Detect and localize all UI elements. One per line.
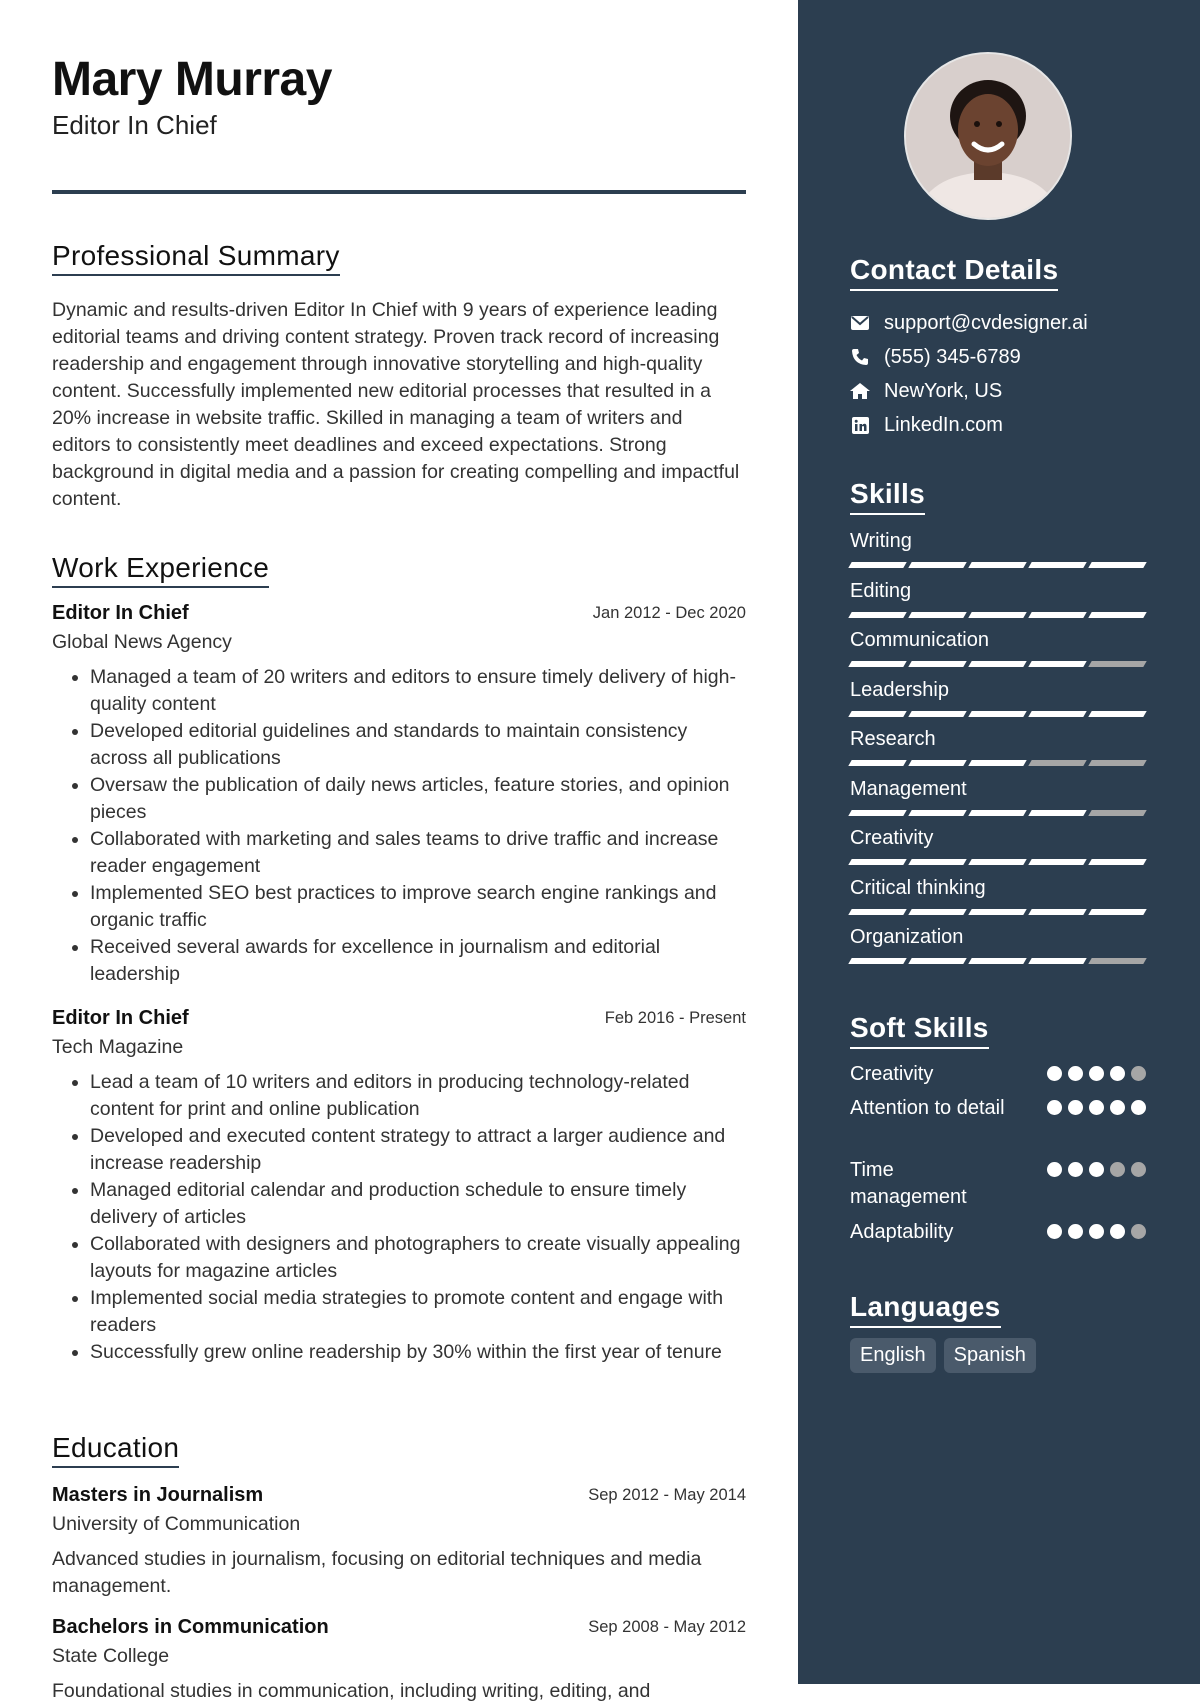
job-bullet: • Managed editorial calendar and production schedule to ensure timely delivery of articles (90, 1177, 746, 1231)
job-bullet: • Collaborated with marketing and sales teams to drive traffic and increase reader engagement (90, 826, 746, 880)
job-org: Global News Agency (52, 631, 232, 653)
phone-icon (850, 347, 870, 367)
work-heading: Work Experience (52, 552, 269, 588)
rating-dot (1047, 1224, 1062, 1239)
skill-item (850, 677, 1146, 717)
skill-level-segment (968, 958, 1026, 964)
skill-level-bar (850, 562, 1146, 568)
rating-dot (1068, 1066, 1083, 1081)
skill-level-bar (850, 859, 1146, 865)
skill-level-segment (968, 661, 1026, 667)
skill-level-segment (908, 711, 966, 717)
skill-item (850, 627, 1146, 667)
skill-item (850, 924, 1146, 964)
rating-dot (1131, 1066, 1146, 1081)
skill-item (850, 726, 1146, 766)
skill-level-segment (1088, 810, 1146, 816)
skill-item (850, 528, 1146, 568)
skill-name: Research (850, 728, 936, 750)
rating-dot (1047, 1100, 1062, 1115)
skill-level-segment (1088, 909, 1146, 915)
skill-level-segment (848, 810, 906, 816)
job-bullet: • Developed editorial guidelines and standards to maintain consistency across all publications (90, 718, 746, 772)
soft-skill-row (850, 1061, 1146, 1088)
skill-level-segment (968, 810, 1026, 816)
skill-item (850, 875, 1146, 915)
school-name: State College (52, 1645, 170, 1667)
rating-dot (1131, 1224, 1146, 1239)
skill-level-segment (848, 711, 906, 717)
job-entry (52, 602, 746, 988)
linkedin-icon (850, 415, 870, 435)
rating-dot (1110, 1100, 1125, 1115)
skill-level-segment (1028, 612, 1086, 618)
rating-dot (1089, 1100, 1104, 1115)
skill-level-segment (908, 760, 966, 766)
candidate-title: Editor In Chief (52, 110, 217, 140)
skill-level-bar (850, 711, 1146, 717)
education-heading: Education (52, 1432, 179, 1468)
skill-level-segment (1028, 661, 1086, 667)
contact-list (850, 306, 1150, 442)
job-bullets (52, 1069, 746, 1366)
skill-level-segment (1088, 612, 1146, 618)
skill-name: Management (850, 778, 967, 800)
skill-level-segment (1028, 760, 1086, 766)
skill-level-segment (908, 661, 966, 667)
soft-skill-rating (1047, 1066, 1146, 1081)
job-bullet: • Oversaw the publication of daily news articles, feature stories, and opinion pieces (90, 772, 746, 826)
contact-phone[interactable] (850, 340, 1150, 374)
skill-level-segment (908, 958, 966, 964)
contact-linkedin-text: LinkedIn.com (884, 413, 1003, 436)
skill-level-bar (850, 760, 1146, 766)
skill-level-segment (908, 810, 966, 816)
skill-name: Critical thinking (850, 877, 986, 899)
skill-name: Creativity (850, 827, 934, 849)
rating-dot (1131, 1100, 1146, 1115)
rating-dot (1131, 1162, 1146, 1177)
degree-name: Masters in Journalism (52, 1484, 264, 1506)
job-entry (52, 1007, 746, 1366)
language-tag: English (850, 1338, 936, 1373)
skill-level-bar (850, 612, 1146, 618)
skill-level-segment (908, 859, 966, 865)
skill-name: Organization (850, 926, 964, 948)
skill-level-bar (850, 661, 1146, 667)
skill-name: Communication (850, 629, 989, 651)
soft-skill-name: Adaptability (850, 1221, 954, 1243)
job-bullet: • Successfully grew online readership by 30% within the first year of tenure (90, 1339, 746, 1366)
contact-location-text: NewYork, US (884, 379, 1003, 402)
education-dates: Sep 2008 - May 2012 (588, 1618, 746, 1636)
skill-level-segment (848, 562, 906, 568)
job-bullet: • Collaborated with designers and photographers to create visually appealing layouts for magazine articles (90, 1231, 746, 1285)
home-icon (850, 381, 870, 401)
school-name: University of Communication (52, 1513, 301, 1535)
skill-level-segment (908, 612, 966, 618)
job-org: Tech Magazine (52, 1036, 184, 1058)
job-bullet: • Lead a team of 10 writers and editors in producing technology-related content for print and online publication (90, 1069, 746, 1123)
job-bullet: • Managed a team of 20 writers and editors to ensure timely delivery of high-quality content (90, 664, 746, 718)
education-entry (52, 1616, 746, 1705)
skill-level-segment (848, 909, 906, 915)
education-description: Foundational studies in communication, including writing, editing, and (52, 1680, 651, 1702)
skill-level-segment (848, 859, 906, 865)
skill-level-bar (850, 958, 1146, 964)
rating-dot (1110, 1066, 1125, 1081)
skill-level-segment (848, 958, 906, 964)
soft-skill-rating (1047, 1162, 1146, 1177)
summary-heading: Professional Summary (52, 240, 340, 276)
job-bullets (52, 664, 746, 988)
job-dates: Feb 2016 - Present (604, 1009, 746, 1027)
soft-skill-rating (1047, 1100, 1146, 1115)
skill-level-segment (1028, 711, 1086, 717)
skill-level-segment (968, 859, 1026, 865)
envelope-icon (850, 313, 870, 333)
header-divider (52, 190, 746, 194)
education-entry (52, 1484, 746, 1600)
rating-dot (1068, 1224, 1083, 1239)
job-role: Editor In Chief (52, 1007, 189, 1029)
contact-linkedin[interactable] (850, 408, 1150, 442)
skill-level-segment (848, 760, 906, 766)
degree-name: Bachelors in Communication (52, 1616, 329, 1638)
skill-level-segment (1028, 562, 1086, 568)
skill-level-bar (850, 810, 1146, 816)
skill-item (850, 578, 1146, 618)
skill-level-segment (1088, 760, 1146, 766)
contact-phone-text: (555) 345-6789 (884, 345, 1021, 368)
rating-dot (1068, 1162, 1083, 1177)
skill-name: Writing (850, 530, 912, 552)
skill-level-segment (968, 909, 1026, 915)
skill-level-segment (1028, 810, 1086, 816)
skill-level-segment (968, 612, 1026, 618)
contact-email-text: support@cvdesigner.ai (884, 311, 1088, 334)
skill-level-segment (1088, 562, 1146, 568)
skill-level-segment (1088, 859, 1146, 865)
sidebar (798, 0, 1200, 1684)
summary-text: Dynamic and results-driven Editor In Chief with 9 years of experience leading editorial teams and driving content strategy. Proven track record of increasing readership and engagement through innovative storytelling and high-quality content. Successfully implemented new editorial processes that resulted in a 20% increase in website traffic. Skilled in managing a team of writers and editors to consistently meet deadlines and exceed expectations. Strong background in digital media and a passion for creating compelling and impactful content. (52, 299, 740, 510)
job-bullet: • Implemented SEO best practices to improve search engine rankings and organic traffic (90, 880, 746, 934)
education-dates: Sep 2012 - May 2014 (588, 1486, 746, 1504)
languages-heading: Languages (850, 1291, 1001, 1328)
skill-level-segment (968, 562, 1026, 568)
contact-email[interactable] (850, 306, 1150, 340)
skill-level-segment (1028, 859, 1086, 865)
rating-dot (1110, 1224, 1125, 1239)
skill-item (850, 825, 1146, 865)
skill-level-segment (1088, 711, 1146, 717)
skill-level-segment (968, 760, 1026, 766)
soft-skill-row (850, 1095, 1146, 1122)
skill-level-segment (848, 661, 906, 667)
soft-skills-heading: Soft Skills (850, 1012, 989, 1049)
rating-dot (1047, 1066, 1062, 1081)
soft-skill-row (850, 1157, 1146, 1211)
soft-skill-rating (1047, 1224, 1146, 1239)
skill-level-segment (968, 711, 1026, 717)
language-tag: Spanish (944, 1338, 1036, 1373)
rating-dot (1110, 1162, 1125, 1177)
education-description: Advanced studies in journalism, focusing on editorial techniques and media management. (52, 1548, 702, 1597)
soft-skill-name: Time management (850, 1159, 967, 1208)
job-bullet: • Developed and executed content strategy to attract a larger audience and increase readership (90, 1123, 746, 1177)
skill-level-bar (850, 909, 1146, 915)
rating-dot (1089, 1066, 1104, 1081)
rating-dot (1089, 1224, 1104, 1239)
skill-level-segment (1028, 958, 1086, 964)
skill-level-segment (1088, 661, 1146, 667)
skill-level-segment (1088, 958, 1146, 964)
job-bullet: • Received several awards for excellence in journalism and editorial leadership (90, 934, 746, 988)
soft-skill-name: Creativity (850, 1063, 934, 1085)
skill-level-segment (848, 612, 906, 618)
rating-dot (1089, 1162, 1104, 1177)
skill-level-segment (908, 562, 966, 568)
skill-level-segment (908, 909, 966, 915)
job-bullet: • Implemented social media strategies to promote content and engage with readers (90, 1285, 746, 1339)
profile-photo-illustration (906, 54, 1070, 218)
soft-skill-row (850, 1219, 1146, 1246)
skill-name: Leadership (850, 679, 949, 701)
rating-dot (1047, 1162, 1062, 1177)
contact-location (850, 374, 1150, 408)
skill-level-segment (1028, 909, 1086, 915)
profile-photo (904, 52, 1072, 220)
skill-name: Editing (850, 580, 912, 602)
soft-skill-name: Attention to detail (850, 1097, 1005, 1119)
rating-dot (1068, 1100, 1083, 1115)
skills-heading: Skills (850, 478, 925, 515)
skill-item (850, 776, 1146, 816)
languages-list (850, 1338, 1036, 1373)
job-role: Editor In Chief (52, 602, 189, 624)
job-dates: Jan 2012 - Dec 2020 (592, 604, 746, 622)
contact-heading: Contact Details (850, 254, 1058, 291)
candidate-name: Mary Murray (52, 53, 332, 106)
